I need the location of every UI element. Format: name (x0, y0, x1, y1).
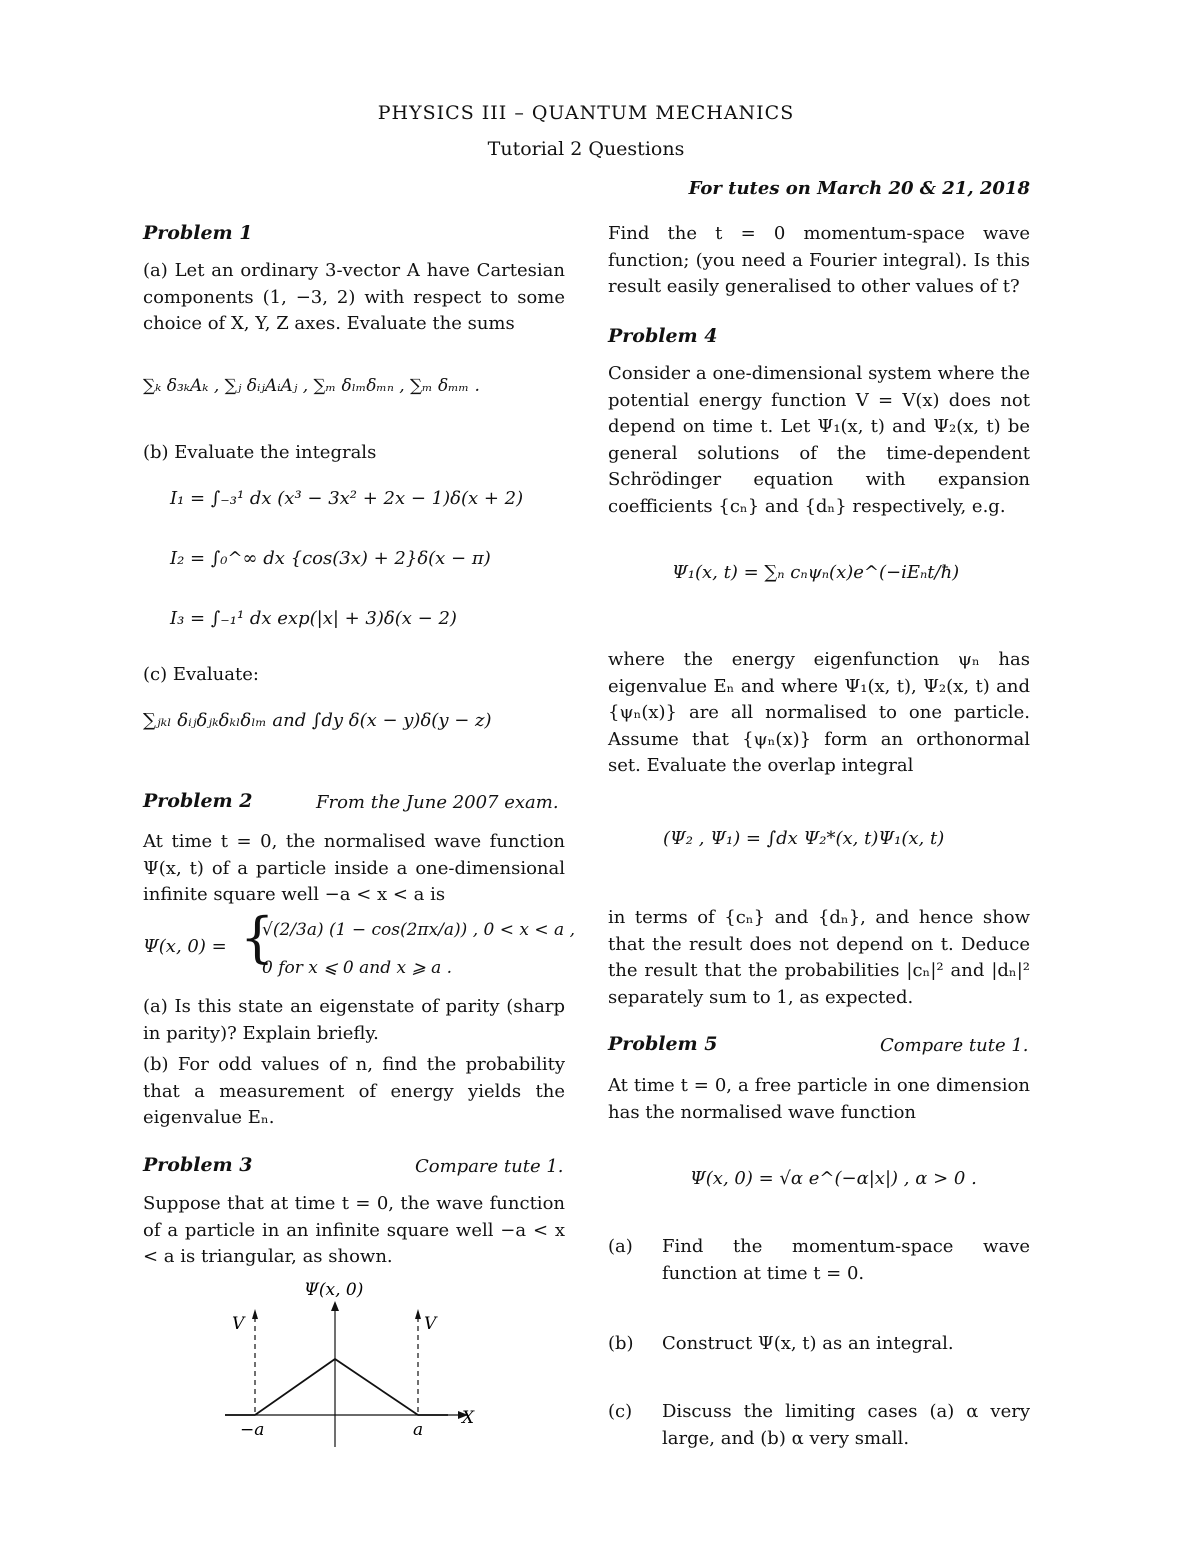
problem4-text2: where the energy eigenfunction ψₙ has eigenvalue Eₙ and where Ψ₁(x, t), Ψ₂(x, t) and {ψₙ(x)} are all normalised to one particle. Assume that {ψₙ(x)} form an orthonormal set. Evaluate the overlap integral (608, 649, 1030, 776)
problem5-note: Compare tute 1. (880, 1035, 1029, 1056)
problem3-title: Problem 3 (143, 1154, 253, 1176)
tutorial-subtitle: Tutorial 2 Questions (487, 138, 685, 160)
integral-I2: I₂ = ∫₀^∞ dx {cos(3x) + 2}δ(x − π) (170, 548, 491, 569)
psi-lhs: Ψ(x, 0) = (143, 936, 227, 957)
problem5-eq: Ψ(x, 0) = √α e^(−α|x|) , α > 0 . (690, 1168, 977, 1189)
psi-case2: 0 for x ⩽ 0 and x ⩾ a . (262, 958, 453, 978)
item-label: (b) (608, 1333, 634, 1354)
problem3-text: Suppose that at time t = 0, the wave function of a particle in an infinite square well −a < x < a is triangular, as shown. (143, 1193, 565, 1267)
course-title: PHYSICS III – QUANTUM MECHANICS (377, 102, 795, 124)
problem5-title: Problem 5 (608, 1033, 718, 1055)
tick-left-label: −a (240, 1420, 265, 1440)
right-wall-label: V (424, 1314, 437, 1334)
problem4-text3: in terms of {cₙ} and {dₙ}, and hence show that the result does not depend on t. Deduce the result that the probabilities |cₙ|² and |dₙ|² separately sum to 1, as expected. (608, 907, 1030, 1008)
psi-case1: √(2/3a) (1 − cos(2πx/a)) , 0 < x < a , (262, 920, 575, 940)
problem1-c-text: (c) Evaluate: (143, 664, 259, 685)
triangle-wavefunction-figure (220, 1275, 490, 1460)
cases-brace: { (240, 906, 275, 969)
problem5-text: At time t = 0, a free particle in one dimension has the normalised wave function (608, 1075, 1030, 1123)
problem4-eq1: Ψ₁(x, t) = ∑ₙ cₙψₙ(x)e^(−iEₙt/ħ) (672, 562, 960, 583)
problem2-b: (b) For odd values of n, find the probability that a measurement of energy yields the eigenvalue Eₙ. (143, 1054, 565, 1128)
problem5-item-b (608, 1331, 1030, 1358)
tick-right-label: a (413, 1420, 424, 1440)
problem4-overlap-eq: (Ψ₂ , Ψ₁) = ∫dx Ψ₂*(x, t)Ψ₁(x, t) (663, 828, 945, 849)
problem1-title: Problem 1 (143, 222, 253, 244)
problem5-item-a (608, 1234, 1030, 1287)
item-text: Discuss the limiting cases (a) α very large, and (b) α very small. (662, 1401, 1030, 1449)
problem1-sums: ∑ₖ δ₃ₖAₖ , ∑ⱼ δᵢⱼAᵢAⱼ , ∑ₘ δₗₘδₘₙ , ∑ₘ δₘₘ . (143, 376, 480, 396)
left-wall-label: V (232, 1314, 245, 1334)
problem1-b-text: (b) Evaluate the integrals (143, 442, 377, 463)
problem2-text: At time t = 0, the normalised wave function Ψ(x, t) of a particle inside a one-dimensional infinite square well −a < x < a is (143, 831, 565, 905)
right-wall-arrow (415, 1309, 421, 1319)
problem1-a-text: (a) Let an ordinary 3-vector A have Cartesian components (1, −3, 2) with respect to some choice of X, Y, Z axes. Evaluate the sums (143, 260, 565, 334)
x-axis-label: X (462, 1408, 475, 1428)
item-text: Construct Ψ(x, t) as an integral. (662, 1333, 954, 1354)
problem3-continuation: Find the t = 0 momentum-space wave function; (you need a Fourier integral). Is this result easily generalised to other values of t? (608, 223, 1030, 297)
left-wall-arrow (252, 1309, 258, 1319)
problem2-note: From the June 2007 exam. (316, 792, 559, 813)
problem2-a: (a) Is this state an eigenstate of parity (sharp in parity)? Explain briefly. (143, 996, 565, 1044)
item-text: Find the momentum-space wave function at time t = 0. (662, 1236, 1030, 1284)
problem3-note: Compare tute 1. (415, 1156, 564, 1177)
integral-I3: I₃ = ∫₋₁¹ dx exp(|x| + 3)δ(x − 2) (170, 608, 457, 629)
problem2-title: Problem 2 (143, 790, 253, 812)
y-axis-arrow (331, 1301, 339, 1311)
triangle-wavefunction (225, 1359, 448, 1415)
problem5-item-c (608, 1399, 1030, 1452)
y-axis-label: Ψ(x, 0) (304, 1280, 364, 1300)
problem4-title: Problem 4 (608, 325, 718, 347)
integral-I1: I₁ = ∫₋₃¹ dx (x³ − 3x² + 2x − 1)δ(x + 2) (170, 488, 524, 509)
problem1-c-expr: ∑ⱼₖₗ δᵢⱼδⱼₖδₖₗδₗₘ and ∫dy δ(x − y)δ(y − z) (143, 710, 492, 731)
item-label: (a) (608, 1236, 633, 1257)
item-label: (c) (608, 1401, 633, 1422)
problem4-text: Consider a one-dimensional system where the potential energy function V = V(x) does not depend on time t. Let Ψ₁(x, t) and Ψ₂(x, t) be general solutions of the time-dependent Schrödinger equation with expansion coefficients {cₙ} and {dₙ} respectively, e.g. (608, 363, 1030, 517)
date-line: For tutes on March 20 & 21, 2018 (688, 178, 1030, 199)
